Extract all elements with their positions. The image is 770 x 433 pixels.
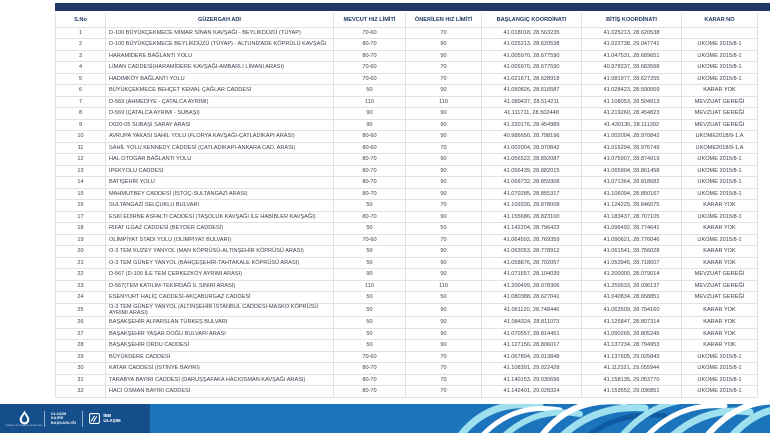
table-row [56,386,758,398]
cell-start-coordinate: 41.109330, 28.878008 [482,200,582,212]
cell-no: 30 [56,363,106,375]
cell-no: 29 [56,351,106,363]
cell-current-limit: 50 [334,223,406,235]
cell-current-limit: 80-60 [334,142,406,154]
cell-route-name: D-567(TEM KATILIM-TEKİRDAĞ İL SINIRI ARASI) [106,280,334,292]
cell-current-limit: 110 [334,96,406,108]
cell-current-limit: 50 [334,257,406,269]
cell-current-limit: 50 [334,246,406,258]
table-row [56,246,758,258]
cell-proposed-limit: 70 [406,363,482,375]
cell-proposed-limit: 90 [406,188,482,200]
table-row [56,165,758,177]
cell-proposed-limit: 90 [406,317,482,329]
cell-proposed-limit: 90 [406,257,482,269]
cell-start-coordinate: 41.070557, 28.814451 [482,328,582,340]
cell-route-name: İPEKYOLU CADDESİ [106,165,334,177]
table-row [56,119,758,131]
cell-current-limit: 70-60 [334,62,406,74]
cell-start-coordinate: 41.080388, 28.627041 [482,292,582,304]
cell-current-limit: 50 [334,85,406,97]
cell-route-name: BATIŞEHİR YOLU [106,177,334,189]
cell-decision: UKOME 2015/8-1 [682,165,758,177]
cell-no: 14 [56,177,106,189]
col-sno-header: S.No [56,13,106,27]
ibb-ulasim-icon [89,413,100,424]
cell-start-coordinate: 41.142204, 28.796423 [482,223,582,235]
cell-route-name: D020-05 SUBAŞI SARAY ARASI [106,119,334,131]
cell-current-limit: 80-70 [334,188,406,200]
cell-start-coordinate: 41.063053, 28.778912 [482,246,582,258]
cell-route-name: O-3 TEM GÜNEY YANYOL (ALTINŞEHİR İSTANBUL CADDESİ-MASKO KÖPRÜSÜ AYRIMI ARASI) [106,303,334,317]
cell-no: 32 [56,386,106,398]
cell-end-coordinate: 41.112321, 29.055944 [582,363,682,375]
cell-decision [682,27,758,39]
cell-route-name: HACI OSMAN BAYIRI CADDESİ [106,386,334,398]
cell-no: 23 [56,280,106,292]
cell-start-coordinate: 41.140153, 29.030696 [482,374,582,386]
cell-proposed-limit: 90 [406,154,482,166]
cell-end-coordinate: 41.047531, 28.689651 [582,50,682,62]
cell-proposed-limit: 90 [406,119,482,131]
cell-start-coordinate: 41.142401, 29.028324 [482,386,582,398]
ibb-logo-caption: İSTANBUL BÜYÜKŞEHİR BELEDİYESİ [5,425,43,427]
cell-no: 5 [56,73,106,85]
cell-end-coordinate: 41.063509, 28.794160 [582,303,682,317]
department-label [51,412,76,424]
cell-proposed-limit: 90 [406,177,482,189]
cell-proposed-limit: 90 [406,50,482,62]
cell-proposed-limit: 70 [406,62,482,74]
cell-current-limit: 80-70 [334,374,406,386]
table-row [56,223,758,235]
cell-start-coordinate: 41.127150, 28.806017 [482,340,582,352]
cell-no: 7 [56,96,106,108]
cell-route-name: LİMAN CADDESİ(HARAMİDERE KAVŞAĞI-AMBARLI LİMANI ARASI) [106,62,334,74]
table-row [56,340,758,352]
table-row [56,211,758,223]
cell-decision: UKOME 2015/8-1 [682,73,758,85]
cell-decision: UKOME 2015/8-1 [682,234,758,246]
col-proposed-limit-header: ÖNERİLEN HIZ LİMİTİ [406,13,482,27]
cell-current-limit: 70-60 [334,27,406,39]
cell-end-coordinate: 40.978237, 28.683568 [582,62,682,74]
cell-start-coordinate: 41.111711, 28.502448 [482,108,582,120]
cell-route-name: BAŞAKŞEHİR YAŞAR DOĞU BULVARI ARASI [106,328,334,340]
cell-no: 9 [56,119,106,131]
table-row [56,280,758,292]
cell-decision: KARAR YOK [682,223,758,235]
cell-end-coordinate: 41.108053, 28.504913 [582,96,682,108]
department-line: ULAŞIM [51,412,67,417]
cell-end-coordinate: 41.219260, 28.454823 [582,108,682,120]
cell-decision: MEVZUAT GEREĞİ [682,108,758,120]
cell-end-coordinate: 41.106094, 28.850167 [582,188,682,200]
cell-start-coordinate: 41.068732, 28.859308 [482,177,582,189]
cell-route-name: HAL OTOGAR BAĞLANTI YOLU [106,154,334,166]
cell-no: 17 [56,211,106,223]
cell-no: 25 [56,303,106,317]
ibb-drop-icon [18,410,31,425]
cell-current-limit: 80-70 [334,154,406,166]
cell-decision: KARAR YOK [682,340,758,352]
cell-proposed-limit: 70 [406,374,482,386]
cell-end-coordinate: 41.200000, 28.079014 [582,269,682,281]
cell-end-coordinate: 41.053945, 28.718607 [582,257,682,269]
cell-route-name: TARABYA BAYIRI CADDESİ (DARUŞŞAFAKA HACIOSMAN KAVŞAĞI ARASI) [106,374,334,386]
col-current-limit-header: MEVCUT HIZ LİMİTİ [334,13,406,27]
cell-end-coordinate: 41.090621, 28.776046 [582,234,682,246]
cell-start-coordinate: 41.025213, 28.620538 [482,39,582,51]
cell-decision: KARAR YOK [682,246,758,258]
cell-end-coordinate: 41.137234, 28.794953 [582,340,682,352]
cell-proposed-limit: 90 [406,165,482,177]
cell-start-coordinate: 41.070285, 28.855317 [482,188,582,200]
cell-current-limit: 90 [334,119,406,131]
table-header [56,13,758,27]
cell-no: 31 [56,374,106,386]
cell-no: 10 [56,131,106,143]
cell-decision: KARAR YOK [682,200,758,212]
cell-start-coordinate: 41.064592, 28.769359 [482,234,582,246]
cell-no: 22 [56,269,106,281]
cell-end-coordinate: 41.137605, 29.025843 [582,351,682,363]
cell-no: 28 [56,340,106,352]
cell-route-name: D-100 BÜYÜKÇEKMECE MİMAR SİNAN KAVŞAĞI - BEYLİKDÜZÜ (TÜYAP) [106,27,334,39]
cell-decision: UKOME 2015/8-1 [682,363,758,375]
table-row [56,50,758,62]
table-row [56,200,758,212]
cell-decision: UKOME 2015/8-1 [682,351,758,363]
cell-decision: UKOME 2015/8-1 [682,62,758,74]
cell-end-coordinate: 41.040834, 28.658851 [582,292,682,304]
cell-end-coordinate: 41.022738, 29.047741 [582,39,682,51]
cell-no: 19 [56,234,106,246]
cell-decision: UKOME 2015/8-1 [682,188,758,200]
cell-no: 11 [56,142,106,154]
wave-decoration [420,404,770,433]
cell-route-name: D-569 (ÇATALCA AYRIMI - SUBAŞI) [106,108,334,120]
cell-current-limit: 110 [334,280,406,292]
ibb-ulasim-logo [89,413,120,424]
cell-end-coordinate: 41.002004, 28.970842 [582,131,682,143]
cell-start-coordinate: 41.108391, 29.022428 [482,363,582,375]
speed-limit-table [55,13,758,398]
cell-start-coordinate: 41.200499, 28.078306 [482,280,582,292]
cell-start-coordinate: 41.056439, 28.882015 [482,165,582,177]
cell-no: 1 [56,27,106,39]
cell-route-name: O-3 TEM GÜNEY YANYOL (BAHÇEŞEHİR-TAHTAKALE KÖPRÜSÜ ARASI) [106,257,334,269]
cell-route-name: BÜYÜKDERE CADDESİ [106,351,334,363]
cell-proposed-limit: 90 [406,269,482,281]
cell-route-name: BAŞAKŞEHİR ALPARSLAN TÜRKEŞ BULVARI [106,317,334,329]
cell-proposed-limit: 110 [406,96,482,108]
cell-no: 4 [56,62,106,74]
department-line: DAİRE [51,416,64,421]
footer-logo-block [0,404,150,433]
cell-current-limit: 50 [334,328,406,340]
footer-divider [44,411,45,427]
cell-start-coordinate: 41.005970, 28.677590 [482,50,582,62]
cell-decision: KARAR YOK [682,317,758,329]
cell-decision: MEVZUAT GEREĞİ [682,119,758,131]
cell-decision: UKOME2018/9-1.A [682,131,758,143]
cell-proposed-limit: 90 [406,39,482,51]
brand-line1: İBB [103,412,112,418]
cell-current-limit: 80-70 [334,165,406,177]
cell-proposed-limit: 90 [406,131,482,143]
table-row [56,96,758,108]
cell-decision: MEVZUAT GEREĞİ [682,269,758,281]
cell-no: 2 [56,39,106,51]
cell-start-coordinate: 41.084324, 28.811073 [482,317,582,329]
cell-end-coordinate: 41.090265, 28.805245 [582,328,682,340]
cell-end-coordinate: 41.075907, 28.874919 [582,154,682,166]
table-row [56,177,758,189]
col-end-coordinate-header: BİTİŞ KOORDİNATI [582,13,682,27]
cell-start-coordinate: 41.061120, 28.748446 [482,303,582,317]
cell-route-name: D-100 BÜYÜKÇEKMECE BEYLİKDÜZÜ (TÜYAP) - ALTUNİZADE KÖPRÜLÜ KAVŞAĞI [106,39,334,51]
cell-proposed-limit: 90 [406,85,482,97]
cell-current-limit: 80-70 [334,50,406,62]
cell-decision: UKOME 2015/8-1 [682,39,758,51]
cell-start-coordinate: 40.986650, 28.798196 [482,131,582,143]
cell-current-limit: 70-60 [334,73,406,85]
col-start-coordinate-header: BAŞLANGIÇ KOORDİNATI [482,13,582,27]
cell-route-name: HARAMİDERE BAĞLANTI YOLU [106,50,334,62]
col-route-header: GÜZERGAH ADI [106,13,334,27]
cell-proposed-limit: 90 [406,340,482,352]
cell-route-name: HADIMKÖY BAĞLANTI YOLU [106,73,334,85]
cell-decision: KARAR YOK [682,257,758,269]
cell-proposed-limit: 90 [406,328,482,340]
cell-decision: UKOME 2015/8-1 [682,50,758,62]
cell-decision: MEVZUAT GEREĞİ [682,96,758,108]
cell-route-name: BÜYÜKÇEKMECE BEHÇET KEMAL ÇAĞLAR CADDESİ [106,85,334,97]
cell-proposed-limit: 70 [406,142,482,154]
department-line: BAŞKANLIĞI [51,420,77,425]
cell-route-name: SULTANGAZİ SELÇUKLU BULVARI [106,200,334,212]
cell-start-coordinate: 41.155686, 28.823100 [482,211,582,223]
cell-proposed-limit: 70 [406,27,482,39]
cell-no: 24 [56,292,106,304]
cell-no: 12 [56,154,106,166]
cell-end-coordinate: 41.081977, 28.627255 [582,73,682,85]
cell-decision: MEVZUAT GEREĞİ [682,292,758,304]
brand-line2: ULAŞIM [103,417,121,423]
cell-start-coordinate: 41.002004, 28.970842 [482,142,582,154]
table-row [56,142,758,154]
table-row [56,62,758,74]
cell-route-name: BAŞAKŞEHİR ORDU CADDESİ [106,340,334,352]
cell-start-coordinate: 41.220176, 28.454989 [482,119,582,131]
cell-proposed-limit: 90 [406,303,482,317]
cell-route-name: KATAR CADDESİ (İSTİNYE BAYIRI) [106,363,334,375]
cell-route-name: D-567 (D-100 İLE TEM ÇERKEZKÖY AYRIMI ARASI) [106,269,334,281]
cell-route-name: RIFAT ILGAZ CADDESİ (BEYDER CADDESİ) [106,223,334,235]
cell-end-coordinate: 41.025213, 28.620538 [582,27,682,39]
cell-end-coordinate: 41.259533, 28.036137 [582,280,682,292]
cell-proposed-limit: 50 [406,292,482,304]
cell-start-coordinate: 41.056522, 28.892087 [482,154,582,166]
cell-no: 26 [56,317,106,329]
cell-start-coordinate: 41.089437, 28.514211 [482,96,582,108]
cell-current-limit: 80-70 [334,177,406,189]
cell-proposed-limit: 90 [406,211,482,223]
table-row [56,73,758,85]
cell-decision: UKOME 2015/8-1 [682,154,758,166]
top-navy-bar [55,3,770,11]
cell-current-limit: 90 [334,269,406,281]
cell-no: 13 [56,165,106,177]
table-row [56,39,758,51]
cell-end-coordinate: 41.124225, 28.846075 [582,200,682,212]
cell-start-coordinate: 41.005970, 28.677590 [482,62,582,74]
cell-end-coordinate: 41.183437, 28.707105 [582,211,682,223]
cell-decision: MEVZUAT GEREĞİ [682,280,758,292]
cell-decision: UKOME 2015/8-1 [682,177,758,189]
cell-no: 6 [56,85,106,97]
table-row [56,292,758,304]
table-row [56,108,758,120]
cell-end-coordinate: 41.153552, 29.036851 [582,386,682,398]
cell-no: 21 [56,257,106,269]
cell-current-limit: 50 [334,200,406,212]
table-row [56,351,758,363]
cell-no: 20 [56,246,106,258]
cell-end-coordinate: 41.125847, 28.807314 [582,317,682,329]
cell-no: 27 [56,328,106,340]
cell-start-coordinate: 41.018018, 28.563235 [482,27,582,39]
cell-end-coordinate: 41.016294, 28.976749 [582,142,682,154]
cell-route-name: SAHİL YOLU KENNEDY CADDESİ (ÇATLADIKAPI-ANKARA CAD. ARASI) [106,142,334,154]
cell-route-name: ESENYURT HALİÇ CADDESİ-AKÇABURGAZ CADDESİ [106,292,334,304]
cell-end-coordinate: 41.028423, 28.590009 [582,85,682,97]
cell-proposed-limit: 70 [406,351,482,363]
cell-no: 18 [56,223,106,235]
footer-divider [82,411,83,427]
cell-current-limit: 50 [334,317,406,329]
cell-decision: KARAR YOK [682,85,758,97]
table-row [56,234,758,246]
cell-end-coordinate: 41.065904, 28.861458 [582,165,682,177]
table-row [56,257,758,269]
cell-start-coordinate: 41.071657, 28.104039 [482,269,582,281]
cell-no: 3 [56,50,106,62]
cell-end-coordinate: 41.158135, 29.053770 [582,374,682,386]
cell-end-coordinate: 41.096492, 28.774641 [582,223,682,235]
cell-no: 16 [56,200,106,212]
table-row [56,27,758,39]
cell-current-limit: 70-60 [334,351,406,363]
cell-route-name: MAHMUTBEY CADDESİ (İSTOÇ-SULTANGAZİ ARASI) [106,188,334,200]
table-row [56,85,758,97]
cell-decision: UKOME 2015/8-1 [682,374,758,386]
cell-current-limit: 80-70 [334,211,406,223]
cell-end-coordinate: 41.430130, 28.111392 [582,119,682,131]
cell-start-coordinate: 41.058876, 28.702057 [482,257,582,269]
cell-proposed-limit: 70 [406,234,482,246]
cell-decision: KARAR YOK [682,328,758,340]
table-row [56,188,758,200]
table-row [56,317,758,329]
cell-proposed-limit: 90 [406,246,482,258]
cell-start-coordinate: 41.021671, 28.628918 [482,73,582,85]
cell-current-limit: 90 [334,108,406,120]
cell-start-coordinate: 41.050826, 28.616587 [482,85,582,97]
cell-current-limit: 80-70 [334,39,406,51]
cell-current-limit: 70-60 [334,234,406,246]
cell-route-name: D-569 (AHMEDİYE - ÇATALCA AYRIMI) [106,96,334,108]
cell-proposed-limit: 70 [406,386,482,398]
cell-route-name: AVRUPA YAKASI SAHİL YOLU (FLORYA KAVŞAĞI-ÇATLADIKAPI ARASI) [106,131,334,143]
cell-current-limit: 80-70 [334,363,406,375]
cell-current-limit: 50 [334,303,406,317]
cell-decision: UKOME 2015/8-1 [682,211,758,223]
cell-current-limit: 80-60 [334,131,406,143]
cell-proposed-limit: 110 [406,280,482,292]
table-row [56,269,758,281]
cell-current-limit: 80-70 [334,386,406,398]
cell-no: 8 [56,108,106,120]
table-row [56,131,758,143]
cell-start-coordinate: 41.067804, 29.013848 [482,351,582,363]
col-decision-header: KARAR NO [682,13,758,27]
cell-route-name: OLİMPİYAT STADI YOLU (OLİMPİYAT BULVARI) [106,234,334,246]
footer-bar [0,404,770,433]
cell-route-name: O-3 TEM KUZEY YANYOL (MAN KÖPRÜSÜ-ALTINŞEHİR KÖPRÜSÜ ARASI) [106,246,334,258]
cell-proposed-limit: 70 [406,73,482,85]
cell-current-limit: 50 [334,340,406,352]
cell-current-limit: 50 [334,292,406,304]
cell-route-name: ESKİ EDİRNE ASFALTI CADDESİ (TAŞOLUK KAVŞAĞI İLE HABİBLER KAVŞAĞI) [106,211,334,223]
cell-end-coordinate: 41.071364, 28.818682 [582,177,682,189]
cell-decision: UKOME 2015/8-1 [682,386,758,398]
cell-proposed-limit: 70 [406,200,482,212]
ibb-logo [5,410,43,427]
cell-decision: UKOME2018/9-1.A [682,142,758,154]
cell-no: 15 [56,188,106,200]
cell-end-coordinate: 41.061541, 28.756028 [582,246,682,258]
cell-proposed-limit: 90 [406,108,482,120]
table-row [56,374,758,386]
table-row [56,363,758,375]
cell-proposed-limit: 50 [406,223,482,235]
table-row [56,303,758,317]
table-row [56,154,758,166]
cell-decision: KARAR YOK [682,303,758,317]
table-row [56,328,758,340]
